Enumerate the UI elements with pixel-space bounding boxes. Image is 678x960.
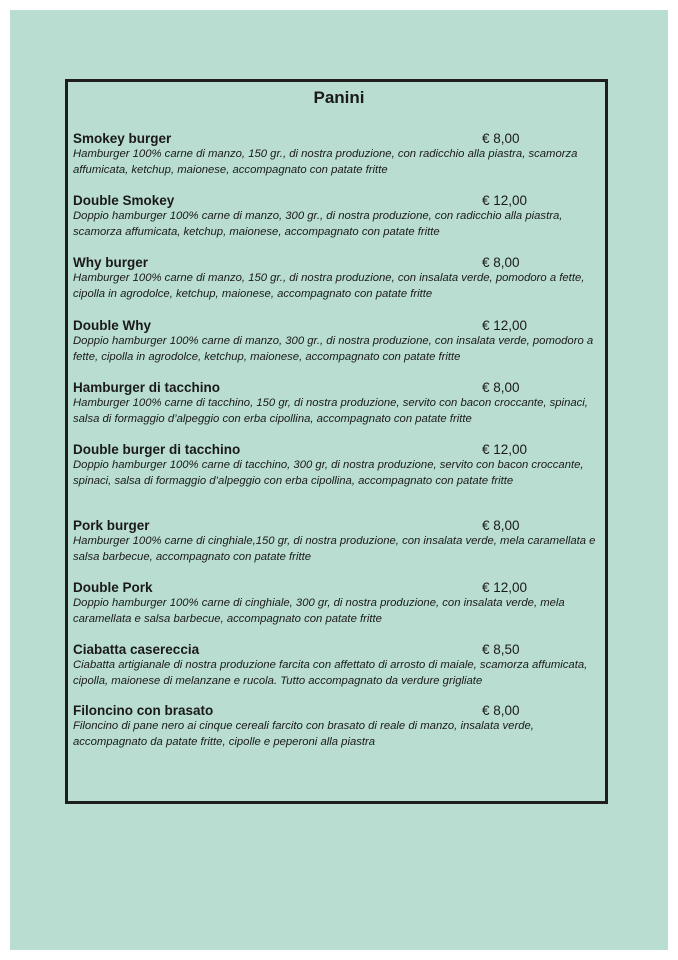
item-price: € 12,00 xyxy=(482,318,528,333)
item-description: Doppio hamburger 100% carne di manzo, 300 gr., di nostra produzione, con radicchio alla piastra, scamorza affumicata, ketchup, maionese, accompagnato con patate fritte xyxy=(73,210,563,238)
menu-item-double-why xyxy=(73,318,603,365)
item-price: € 12,00 xyxy=(482,580,528,595)
item-description: Doppio hamburger 100% carne di cinghiale, 300 gr, di nostra produzione, con insalata verde, mela caramellata e salsa barbecue, accompagnato con patate fritte xyxy=(73,597,565,625)
item-description: Filoncino di pane nero ai cinque cereali farcito con brasato di reale di manzo, insalata verde, accompagnato da patate fritte, cipolle e peperoni alla piastra xyxy=(73,720,534,748)
menu-item-why-burger xyxy=(73,255,603,302)
item-description: Hamburger 100% carne di tacchino, 150 gr, di nostra produzione, servito con bacon croccante, spinaci, salsa di formaggio d’alpeggio con erba cipollina, accompagnato con patate fritte xyxy=(73,397,588,425)
menu-item-double-burger-di-tacchino xyxy=(73,442,603,489)
item-name: Hamburger di tacchino xyxy=(73,380,221,395)
menu-item-smokey-burger xyxy=(73,131,603,178)
menu-item-pork-burger xyxy=(73,518,603,565)
item-price: € 8,00 xyxy=(482,380,520,395)
item-price: € 12,00 xyxy=(482,442,528,457)
item-name: Ciabatta casereccia xyxy=(73,642,200,657)
item-description: Ciabatta artigianale di nostra produzione farcita con affettato di arrosto di maiale, scamorza affumicata, cipolla, maionese di melanzane e rucola. Tutto accompagnato da verdure grigliate xyxy=(73,659,588,687)
item-name: Double Pork xyxy=(73,580,153,595)
item-price: € 8,00 xyxy=(482,703,520,718)
menu-item-filoncino-con-brasato xyxy=(73,703,603,750)
item-price: € 8,00 xyxy=(482,518,520,533)
item-name: Double burger di tacchino xyxy=(73,442,241,457)
menu-item-double-pork xyxy=(73,580,603,627)
item-name: Pork burger xyxy=(73,518,150,533)
item-description: Doppio hamburger 100% carne di manzo, 300 gr., di nostra produzione, con insalata verde, pomodoro a fette, cipolla in agrodolce, ketchup, maionese, accompagnato con patate fritte xyxy=(73,335,594,363)
item-price: € 8,00 xyxy=(482,131,520,146)
menu-title: Panini xyxy=(313,88,365,107)
menu-item-ciabatta-casereccia xyxy=(73,642,603,689)
item-name: Smokey burger xyxy=(73,131,172,146)
item-name: Double Why xyxy=(73,318,151,333)
item-price: € 12,00 xyxy=(482,193,528,208)
menu-item-double-smokey xyxy=(73,193,603,240)
item-description: Hamburger 100% carne di manzo, 150 gr., di nostra produzione, con radicchio alla piastra, scamorza affumicata, ketchup, maionese, accompagnato con patate fritte xyxy=(73,148,578,176)
item-name: Filoncino con brasato xyxy=(73,703,214,718)
item-description: Doppio hamburger 100% carne di tacchino, 300 gr, di nostra produzione, servito con bacon croccante, spinaci, salsa di formaggio d’alpeggio con erba cipollina, accompagnato con patate fritte xyxy=(73,459,584,487)
item-description: Hamburger 100% carne di cinghiale,150 gr, di nostra produzione, con insalata verde, mela caramellata e salsa barbecue, accompagnato con patate fritte xyxy=(73,535,596,563)
item-description: Hamburger 100% carne di manzo, 150 gr., di nostra produzione, con insalata verde, pomodoro a fette, cipolla in agrodolce, ketchup, maionese, accompagnato con patate fritte xyxy=(73,272,585,300)
item-name: Why burger xyxy=(73,255,149,270)
menu-item-hamburger-di-tacchino xyxy=(73,380,603,427)
item-price: € 8,50 xyxy=(482,642,520,657)
item-name: Double Smokey xyxy=(73,193,175,208)
item-price: € 8,00 xyxy=(482,255,520,270)
